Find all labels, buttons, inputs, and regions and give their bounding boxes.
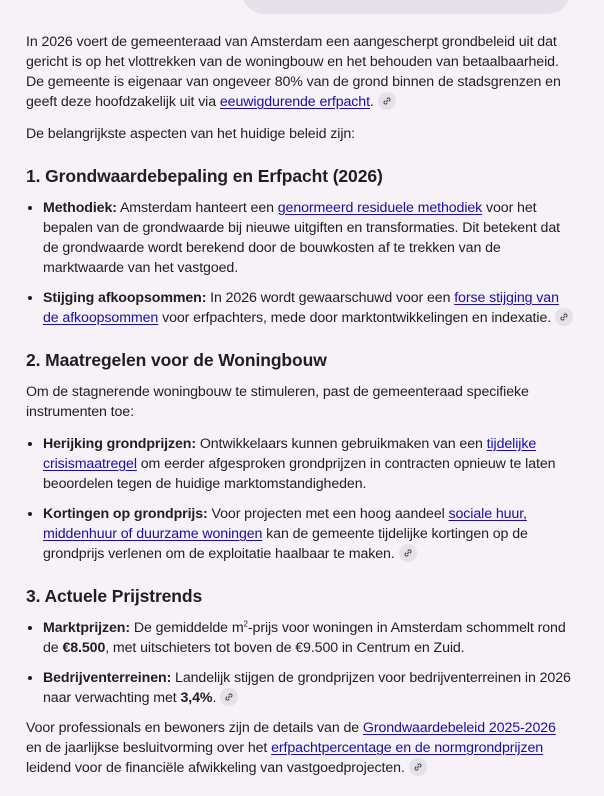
- intro-paragraph: In 2026 voert de gemeenteraad van Amsterdam een aangescherpt grondbeleid uit dat gericht is op het vlottrekken van de woningbouw en het behouden van betaalbaarheid. De gemeente is eigenaar van ongeveer 80% van de grond binnen de stadsgrenzen en geeft deze hoofdzakelijk uit via eeuwigdurende erfpacht.: [26, 34, 561, 110]
- source-chip[interactable]: [378, 92, 396, 110]
- user-message-bubble: [242, 0, 570, 14]
- link-erfpachtpercentage[interactable]: erfpachtpercentage en de normgrondprijzen: [271, 740, 544, 756]
- source-chip[interactable]: [409, 758, 427, 776]
- link-icon: [382, 96, 392, 106]
- list-item: • Methodiek: Amsterdam hanteert een genormeerd residuele methodiek voor het bepalen van de grondwaarde bij nieuwe uitgiften en transformaties. Dit betekent dat de grondwaarde wordt berekend door de bouwkosten af te trekken van de marktwaarde van het vastgoed.: [43, 198, 574, 278]
- section-heading-3: 3. Actuele Prijstrends: [26, 586, 203, 606]
- section-2-intro: Om de stagnerende woningbouw te stimuleren, past de gemeenteraad specifieke instrumenten toe:: [26, 384, 529, 420]
- source-chip[interactable]: [555, 308, 573, 326]
- link-icon: [413, 762, 423, 772]
- link-icon: [403, 548, 413, 558]
- link-eeuwigdurende-erfpacht[interactable]: eeuwigdurende erfpacht: [219, 94, 370, 110]
- link-tijdelijke-crisismaatregel[interactable]: tijdelijke crisismaatregel: [43, 436, 537, 472]
- link-icon: [224, 692, 234, 702]
- source-chip[interactable]: [220, 688, 238, 706]
- list-item: • Herijking grondprijzen: Ontwikkelaars kunnen gebruikmaken van een tijdelijke crisismaatregel om eerder afgesproken grondprijzen in contracten opnieuw te laten beoordelen tegen de huidige marktomstandigheden.: [43, 434, 574, 494]
- section-heading-2: 2. Maatregelen voor de Woningbouw: [26, 350, 327, 370]
- section-heading-1: 1. Grondwaardebepaling en Erfpacht (2026): [26, 166, 383, 186]
- section-1-list: [26, 198, 574, 328]
- source-chip[interactable]: [399, 544, 417, 562]
- link-genormeerd-residuele-methodiek[interactable]: genormeerd residuele methodiek: [277, 200, 483, 216]
- list-item: • Marktprijzen: De gemiddelde $m^2$-prijs voor woningen in Amsterdam schommelt rond de €8.500, met uitschieters tot boven de €9.500 in Centrum en Zuid.: [43, 618, 574, 658]
- lead-paragraph: De belangrijkste aspecten van het huidige beleid zijn:: [26, 126, 356, 142]
- link-icon: [559, 312, 569, 322]
- list-item: • Kortingen op grondprijs: Voor projecten met een hoog aandeel sociale huur, middenhuur of duurzame woningen kan de gemeente tijdelijke kortingen op de grondprijs verlenen om de exploitatie haalbaar te maken.: [43, 504, 574, 564]
- section-3-list: [26, 618, 574, 708]
- closing-paragraph: Voor professionals en bewoners zijn de details van de Grondwaardebeleid 2025-2026 en de jaarlijkse besluitvorming over het erfpachtpercentage en de normgrondprijzen leidend voor de financiële afwikkeling van vastgoedprojecten.: [26, 720, 556, 776]
- list-item: • Bedrijventerreinen: Landelijk stijgen de grondprijzen voor bedrijventerreinen in 2026 naar verwachting met 3,4%.: [43, 668, 574, 708]
- assistant-response: [26, 32, 574, 790]
- link-forse-stijging[interactable]: forse stijging van de afkoopsommen: [43, 290, 559, 326]
- list-item: • Stijging afkoopsommen: In 2026 wordt gewaarschuwd voor een forse stijging van de afkoopsommen voor erfpachters, mede door marktontwikkelingen en indexatie.: [43, 288, 574, 328]
- link-sociale-huur[interactable]: sociale huur, middenhuur of duurzame woningen: [43, 506, 527, 542]
- section-2-list: [26, 434, 574, 564]
- link-grondwaardebeleid[interactable]: Grondwaardebeleid 2025-2026: [362, 720, 556, 736]
